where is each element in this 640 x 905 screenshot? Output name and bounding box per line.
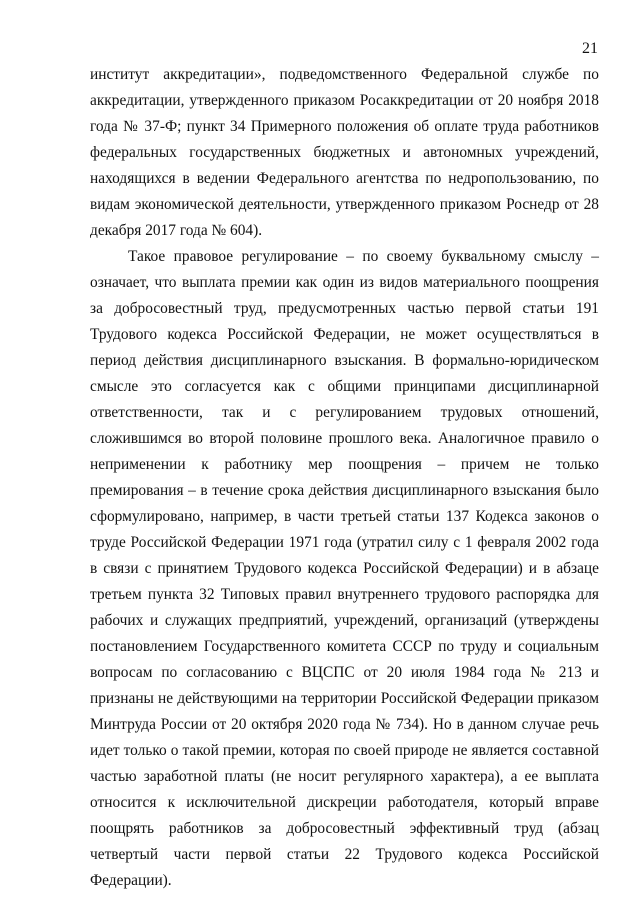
page-number: 21 (582, 40, 598, 57)
paragraph: Такое правовое регулирование – по своему буквальному смыслу – означает, что выплата премии как один из видов материального поощрения за добросовестный труд, предусмотренных частью первой статьи 191 Трудового кодекса Российской Федерации, не может осуществляться в период действия дисциплинарного взыскания. В формально-юридическом смысле это согласуется как с общими принципами дисциплинарной ответственности, так и с регулированием трудовых отношений, сложившимся во второй половине прошлого века. Аналогичное правило о неприменении к работнику мер поощрения – причем не только премирования – в течение срока действия дисциплинарного взыскания было сформулировано, например, в части третьей статьи 137 Кодекса законов о труде Российской Федерации 1971 года (утратил силу с 1 февраля 2002 года в связи с принятием Трудового кодекса Российской Федерации) и в абзаце третьем пункта 32 Типовых правил внутреннего трудового распорядка для рабочих и служащих предприятий, учреждений, организаций (утверждены постановлением Государственного комитета СССР по труду и социальным вопросам по согласованию с ВЦСПС от 20 июля 1984 года № 213 и признаны не действующими на территории Российской Федерации приказом Минтруда России от 20 октября 2020 года № 734). Но в данном случае речь идет только о такой премии, которая по своей природе не является составной частью заработной платы (не носит регулярного характера), а ее выплата относится к исключительной дискреции работодателя, который вправе поощрять работников за добросовестный эффективный труд (абзац четвертый части первой статьи 22 Трудового кодекса Российской Федерации). (90, 248, 599, 889)
paragraph-continuation: институт аккредитации», подведомственного Федеральной службе по аккредитации, утвержденного приказом Росаккредитации от 20 ноября 2018 года № 37-Ф; пункт 34 Примерного положения об оплате труда работников федеральных государственных бюджетных и автономных учреждений, находящихся в ведении Федерального агентства по недропользованию, по видам экономической деятельности, утвержденного приказом Роснедр от 28 декабря 2017 года № 604). (90, 66, 599, 239)
document-body (90, 62, 599, 894)
